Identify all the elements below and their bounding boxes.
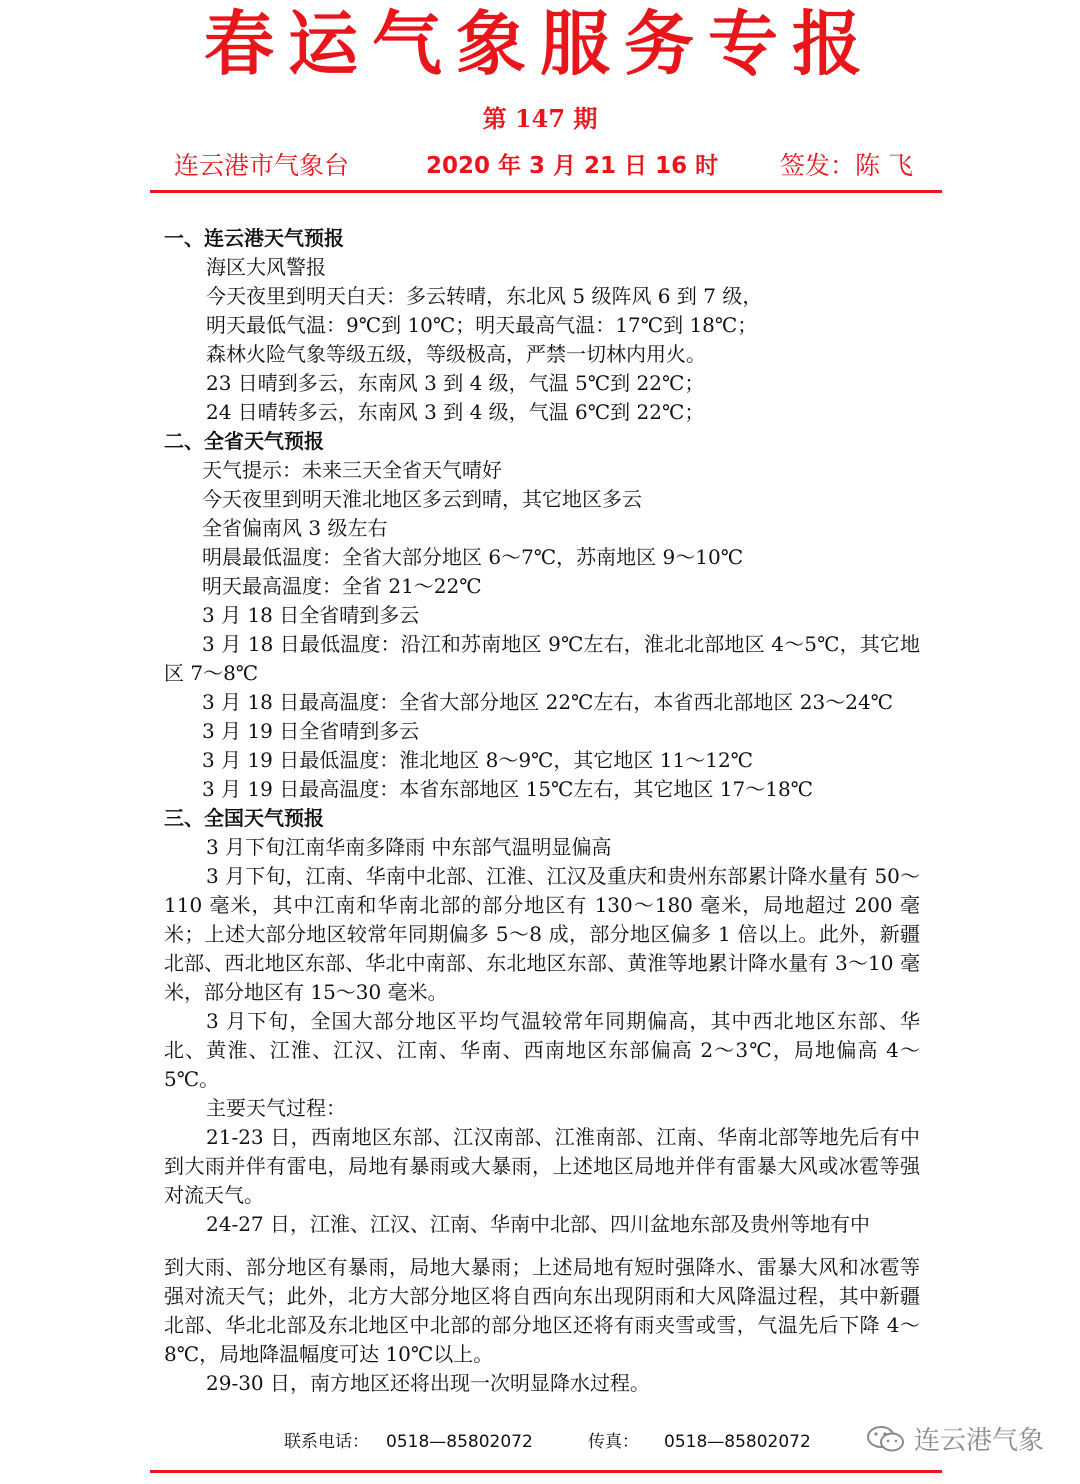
- text-paragraph: 21-23 日，西南地区东部、江汉南部、江淮南部、江南、华南北部等地先后有中到大雨并伴有雷电，局地有暴雨或大暴雨，上述地区局地并伴有雷暴大风或冰雹等强对流天气。: [164, 1125, 920, 1207]
- text-line: 3 月 18 日最高温度：全省大部分地区 22℃左右，本省西北部地区 23～24℃: [202, 690, 894, 714]
- issue-date: 2020 年 3 月 21 日 16 时: [426, 153, 719, 179]
- issuing-organization: 连云港市气象台: [174, 151, 350, 180]
- text-line: 明天最低气温：9℃到 10℃；明天最高气温：17℃到 18℃；: [206, 313, 758, 337]
- section-heading-local: 一、连云港天气预报: [164, 226, 344, 250]
- footer-divider: [150, 1470, 942, 1473]
- header-divider: [150, 190, 942, 193]
- text-line: 3 月 19 日最低温度：淮北地区 8～9℃，其它地区 11～12℃: [202, 748, 754, 772]
- phone-number: 0518—85802072: [386, 1432, 533, 1452]
- text-line: 3 月 19 日全省晴到多云: [202, 719, 420, 743]
- text-line: 3 月 18 日全省晴到多云: [202, 603, 420, 627]
- text-line: 海区大风警报: [206, 255, 326, 279]
- report-body: [164, 224, 920, 1398]
- signer: 签发：陈 飞: [780, 151, 913, 180]
- text-paragraph: 3 月 18 日最低温度：沿江和苏南地区 9℃左右，淮北北部地区 4～5℃，其它地区 7～8℃: [164, 632, 920, 685]
- text-paragraph: 3 月下旬，全国大部分地区平均气温较常年同期偏高，其中西北地区东部、华北、黄淮、江淮、江汉、江南、华南、西南地区东部偏高 2～3℃，局地偏高 4～5℃。: [164, 1009, 920, 1091]
- fax-label: 传真：: [588, 1432, 639, 1452]
- text-line: 天气提示：未来三天全省天气晴好: [202, 458, 502, 482]
- text-line: 今天夜里到明天白天：多云转晴，东北风 5 级阵风 6 到 7 级，: [206, 284, 763, 308]
- text-line: 明天最高温度：全省 21～22℃: [202, 574, 482, 598]
- text-line: 全省偏南风 3 级左右: [202, 516, 388, 540]
- process-title: 主要天气过程：: [206, 1096, 346, 1120]
- section-heading-province: 二、全省天气预报: [164, 429, 324, 453]
- fax-number: 0518—85802072: [664, 1432, 811, 1452]
- text-paragraph: 29-30 日，南方地区还将出现一次明显降水过程。: [206, 1371, 651, 1395]
- watermark-text: 连云港气象: [914, 1426, 1045, 1456]
- text-line: 23 日晴到多云，东南风 3 到 4 级，气温 5℃到 22℃；: [206, 371, 705, 395]
- section-heading-national: 三、全国天气预报: [164, 806, 324, 830]
- text-line: 24 日晴转多云，东南风 3 到 4 级，气温 6℃到 22℃；: [206, 400, 705, 424]
- text-line: 明晨最低温度：全省大部分地区 6～7℃，苏南地区 9～10℃: [202, 545, 744, 569]
- watermark: [866, 1420, 1044, 1457]
- issue-number: 第 147 期: [482, 104, 598, 133]
- text-paragraph: 24-27 日，江淮、江汉、江南、华南中北部、四川盆地东部及贵州等地有中: [206, 1212, 871, 1236]
- section-subtitle: 3 月下旬江南华南多降雨 中东部气温明显偏高: [206, 835, 612, 859]
- phone-label: 联系电话：: [284, 1432, 369, 1452]
- wechat-icon: [866, 1424, 906, 1454]
- text-line: 今天夜里到明天淮北地区多云到晴，其它地区多云: [202, 487, 642, 511]
- text-line: 3 月 19 日最高温度：本省东部地区 15℃左右，其它地区 17～18℃: [202, 777, 814, 801]
- text-line: 森林火险气象等级五级，等级极高，严禁一切林内用火。: [206, 342, 706, 366]
- text-paragraph: 3 月下旬，江南、华南中北部、江淮、江汉及重庆和贵州东部累计降水量有 50～110 毫米，其中江南和华南北部的部分地区有 130～180 毫米，局地超过 200 毫米；上述大部分地区较常年同期偏多 5～8 成，部分地区偏多 1 倍以上。此外，新疆北部、西北地区东部、华北中南部、东北地区东部、黄淮等地累计降水量有 3～10 毫米，部分地区有 15～30 毫米。: [164, 864, 920, 1004]
- text-paragraph: 到大雨、部分地区有暴雨，局地大暴雨；上述局地有短时强降水、雷暴大风和冰雹等强对流天气；此外，北方大部分地区将自西向东出现阴雨和大风降温过程，其中新疆北部、华北北部及东北地区中北部的部分地区还将有雨夹雪或雪，气温先后下降 4～8℃，局地降温幅度可达 10℃以上。: [164, 1255, 920, 1366]
- report-title: 春运气象服务专报: [204, 3, 876, 85]
